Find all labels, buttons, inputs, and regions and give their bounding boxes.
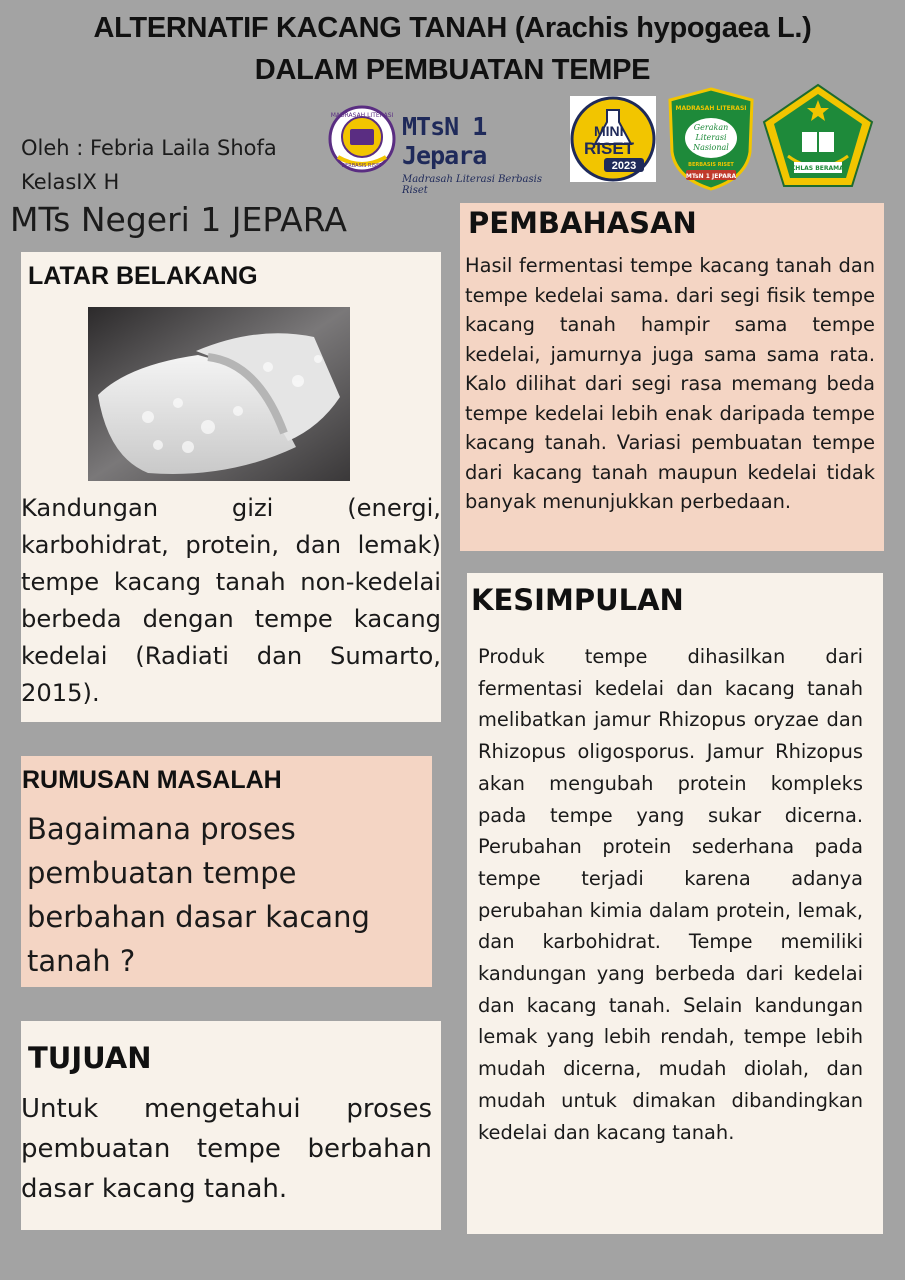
- author-name: Oleh : Febria Laila Shofa: [21, 136, 277, 160]
- shield-mid1-text: Gerakan: [693, 123, 729, 132]
- gerakan-literasi-shield-logo: [666, 86, 756, 192]
- pembahasan-card: [460, 203, 884, 551]
- school-name: MTs Negeri 1 JEPARA: [10, 200, 347, 239]
- mtsn-jepara-wordmark-logo: [402, 112, 567, 196]
- shield-top-text: MADRASAH LITERASI: [675, 105, 747, 112]
- wordmark-tagline: Madrasah Literasi Berbasis Riset: [402, 174, 542, 196]
- shield-mid3-text: Nasional: [693, 143, 729, 152]
- tujuan-card: [21, 1021, 441, 1230]
- kesimpulan-body: Produk tempe dihasilkan dari fermentasi kedelai dan kacang tanah melibatkan jamur Rhizopus oryzae dan Rhizopus oligosporus. Jamur Rhizopus akan mengubah protein kompleks pada tempe yang sukar dicerna. Perubahan protein sederhana pada tempe terjadi karena adanya perubahan kimia dalam protein, lemak, dan karbohidrat. Tempe memiliki kandungan yang berbeda dari kedelai dan kacang tanah. Selain kandungan lemak yang lebih rendah, tempe lebih mudah dicerna, mudah diolah, dan mudah untuk dimakan dibandingkan kedelai dan kacang tanah.: [478, 645, 863, 1144]
- rumusan-masalah-card: [21, 756, 432, 987]
- year-text: 2023: [611, 160, 637, 172]
- rumusan-masalah-body: Bagaimana proses pembuatan tempe berbahan dasar kacang tanah ?: [27, 812, 370, 978]
- tempe-photo: [88, 307, 350, 481]
- wordmark-school-name: MTsN 1 Jepara: [402, 112, 487, 170]
- poster-title-line1: ALTERNATIF KACANG TANAH (Arachis hypogaea L.): [93, 12, 812, 44]
- pembahasan-heading: PEMBAHASAN: [468, 206, 697, 240]
- author-class: KelasIX H: [21, 170, 120, 194]
- kesimpulan-card: [467, 573, 883, 1234]
- tujuan-heading: TUJUAN: [28, 1041, 152, 1075]
- seal1-bottom-text: BERBASIS RISET: [341, 163, 383, 169]
- kemenag-motto-text: IKHLAS BERAMAL: [788, 165, 848, 172]
- mini-riset-2023-logo: [570, 96, 656, 182]
- kesimpulan-heading: KESIMPULAN: [471, 583, 684, 617]
- kemenag-logo: [760, 82, 876, 190]
- mini-text: MINI: [594, 123, 624, 139]
- shield-bottom-text: MTsN 1 JEPARA: [685, 173, 737, 180]
- madrasah-literasi-seal-logo: [328, 105, 396, 173]
- rumusan-masalah-heading: RUMUSAN MASALAH: [22, 766, 282, 794]
- seal1-top-text: MADRASAH LITERASI: [330, 112, 394, 119]
- latar-belakang-card: [21, 252, 441, 722]
- shield-mid2-text: Literasi: [695, 133, 727, 142]
- latar-belakang-body: Kandungan gizi (energi, karbohidrat, protein, dan lemak) tempe kacang tanah non-kedelai berbeda dengan tempe kacang kedelai (Radiati dan Sumarto, 2015).: [21, 494, 441, 707]
- riset-text: RISET: [584, 139, 635, 158]
- pembahasan-body: Hasil fermentasi tempe kacang tanah dan tempe kedelai sama. dari segi fisik tempe kacang tanah hampir sama tempe kedelai, jamurnya juga sama sama rata. Kalo dilihat dari segi rasa memang beda tempe kedelai lebih enak daripada tempe kacang tanah. Variasi pembuatan tempe dari kacang tanah maupun kedelai tidak banyak menunjukkan perbedaan.: [465, 254, 875, 513]
- poster-title-line2: DALAM PEMBUATAN TEMPE: [254, 54, 651, 86]
- shield-sub-text: BERBASIS RISET: [688, 162, 734, 168]
- latar-belakang-heading: LATAR BELAKANG: [28, 262, 258, 290]
- tujuan-body: Untuk mengetahui proses pembuatan tempe berbahan dasar kacang tanah.: [21, 1094, 432, 1204]
